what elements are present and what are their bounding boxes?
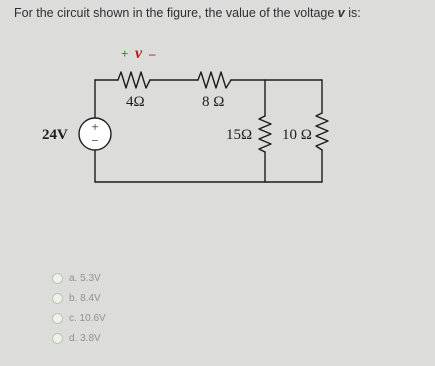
resistor-10-ohm [316, 113, 328, 150]
resistor-15-ohm [259, 116, 271, 152]
question-variable: v [337, 6, 345, 20]
resistor-8-ohm [198, 72, 231, 88]
option-d-label: d. 3.8V [69, 332, 101, 344]
radio-b[interactable] [52, 293, 63, 304]
source-plus: + [91, 119, 99, 134]
v-plus: + [121, 46, 129, 61]
question-suffix: is: [344, 6, 361, 20]
question-prefix: For the circuit shown in the figure, the value of the voltage [14, 6, 338, 20]
radio-c[interactable] [52, 313, 63, 324]
answer-options [52, 268, 106, 348]
option-b-label: b. 8.4V [69, 292, 101, 304]
option-a-label: a. 5.3V [69, 272, 101, 284]
source-label: 24V [42, 127, 68, 143]
r3-label: 15Ω [226, 127, 253, 143]
option-b[interactable] [52, 288, 106, 308]
v-minus: – [149, 46, 156, 61]
option-d[interactable] [52, 328, 106, 348]
v-variable: v [135, 45, 143, 62]
option-c[interactable] [52, 308, 106, 328]
resistor-4-ohm [118, 72, 150, 88]
r4-label: 10 Ω [282, 127, 312, 143]
r2-label: 8 Ω [202, 94, 225, 110]
radio-d[interactable] [52, 333, 63, 344]
r1-label: 4Ω [126, 94, 145, 110]
option-a[interactable] [52, 268, 106, 288]
option-c-label: c. 10.6V [69, 312, 106, 324]
source-minus: − [91, 133, 99, 148]
radio-a[interactable] [52, 273, 63, 284]
